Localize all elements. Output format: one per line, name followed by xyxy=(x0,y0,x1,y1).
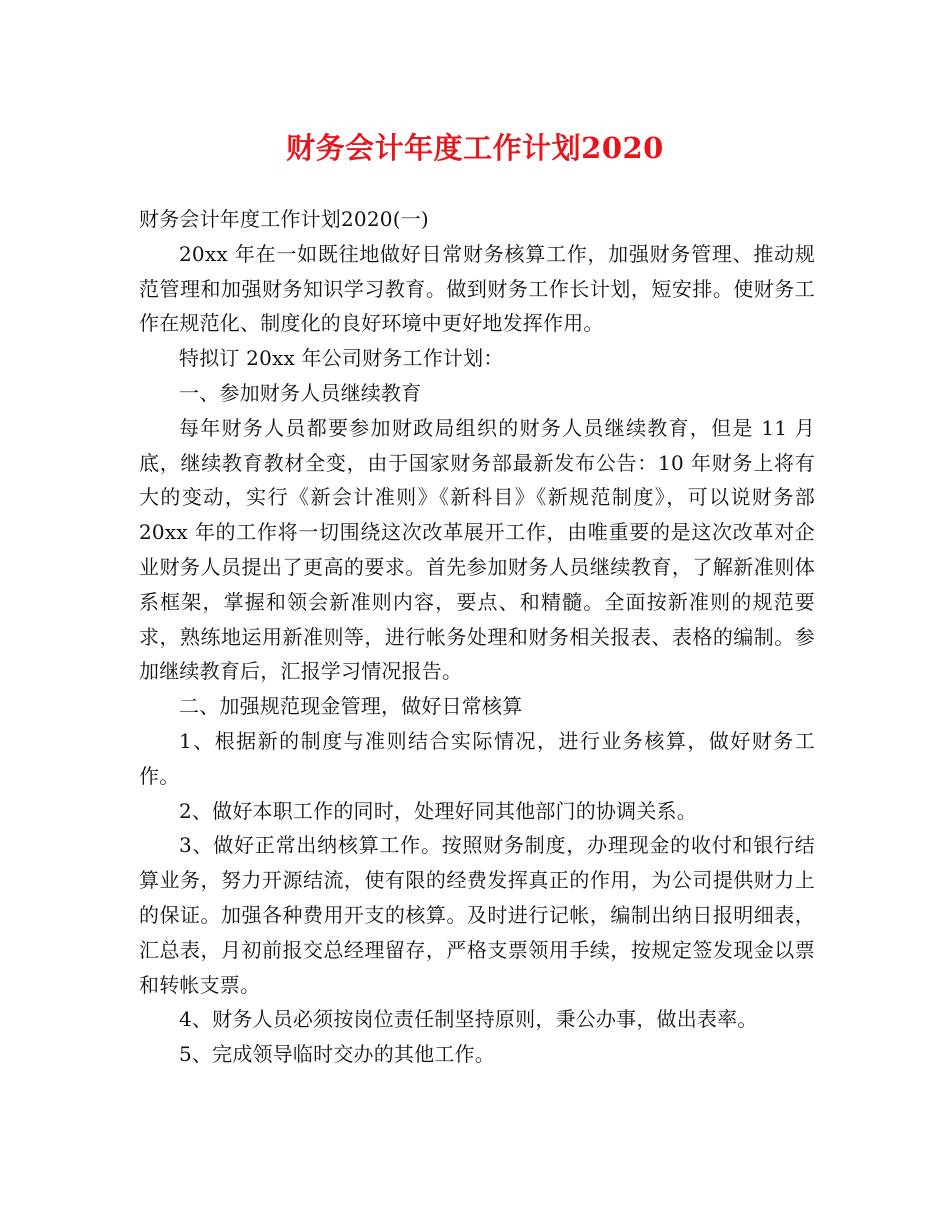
paragraph: 5、完成领导临时交办的其他工作。 xyxy=(179,1042,495,1067)
paragraph: 3、做好正常出纳核算工作。按照财务制度，办理现金的收付和银行结算业务，努力开源结流，使有限的经费发挥真正的作用，为公司提供财力上的保证。加强各种费用开支的核算。及时进行记帐，编制出纳日报明细表，汇总表，月初前报交总经理留存，严格支票领用手续，按规定签发现金以票和转帐支票。 xyxy=(139,833,815,997)
document-body xyxy=(139,202,815,1072)
paragraph-heading: 一、参加财务人员继续教育 xyxy=(179,380,422,405)
paragraph: 20xx 年在一如既往地做好日常财务核算工作，加强财务管理、推动规范管理和加强财务知识学习教育。做到财务工作长计划，短安排。使财务工作在规范化、制度化的良好环境中更好地发挥作用。 xyxy=(139,241,815,336)
paragraph: 2、做好本职工作的同时，处理好同其他部门的协调关系。 xyxy=(179,798,697,823)
document-title: 财务会计年度工作计划2020 xyxy=(286,131,664,165)
paragraph: 4、财务人员必须按岗位责任制坚持原则，秉公办事，做出表率。 xyxy=(179,1007,758,1032)
section-heading: 财务会计年度工作计划2020(一) xyxy=(139,207,429,231)
paragraph: 每年财务人员都要参加财政局组织的财务人员继续教育，但是 11 月底，继续教育教材全变，由于国家财务部最新发布公告：10 年财务上将有大的变动，实行《新会计准则》《新科目》《新规范制度》，可以说财务部 20xx 年的工作将一切围绕这次改革展开工作，由唯重要的是这次改革对企业财务人员提出了更高的要求。首先参加财务人员继续教育，了解新准则体系框架，掌握和领会新准则内容，要点、和精髓。全面按新准则的规范要求，熟练地运用新准则等，进行帐务处理和财务相关报表、表格的编制。参加继续教育后，汇报学习情况报告。 xyxy=(139,415,815,684)
paragraph: 1、根据新的制度与准则结合实际情况，进行业务核算，做好财务工作。 xyxy=(139,728,815,788)
paragraph-heading: 二、加强规范现金管理，做好日常核算 xyxy=(179,694,523,719)
paragraph: 特拟订 20xx 年公司财务工作计划： xyxy=(179,346,504,371)
